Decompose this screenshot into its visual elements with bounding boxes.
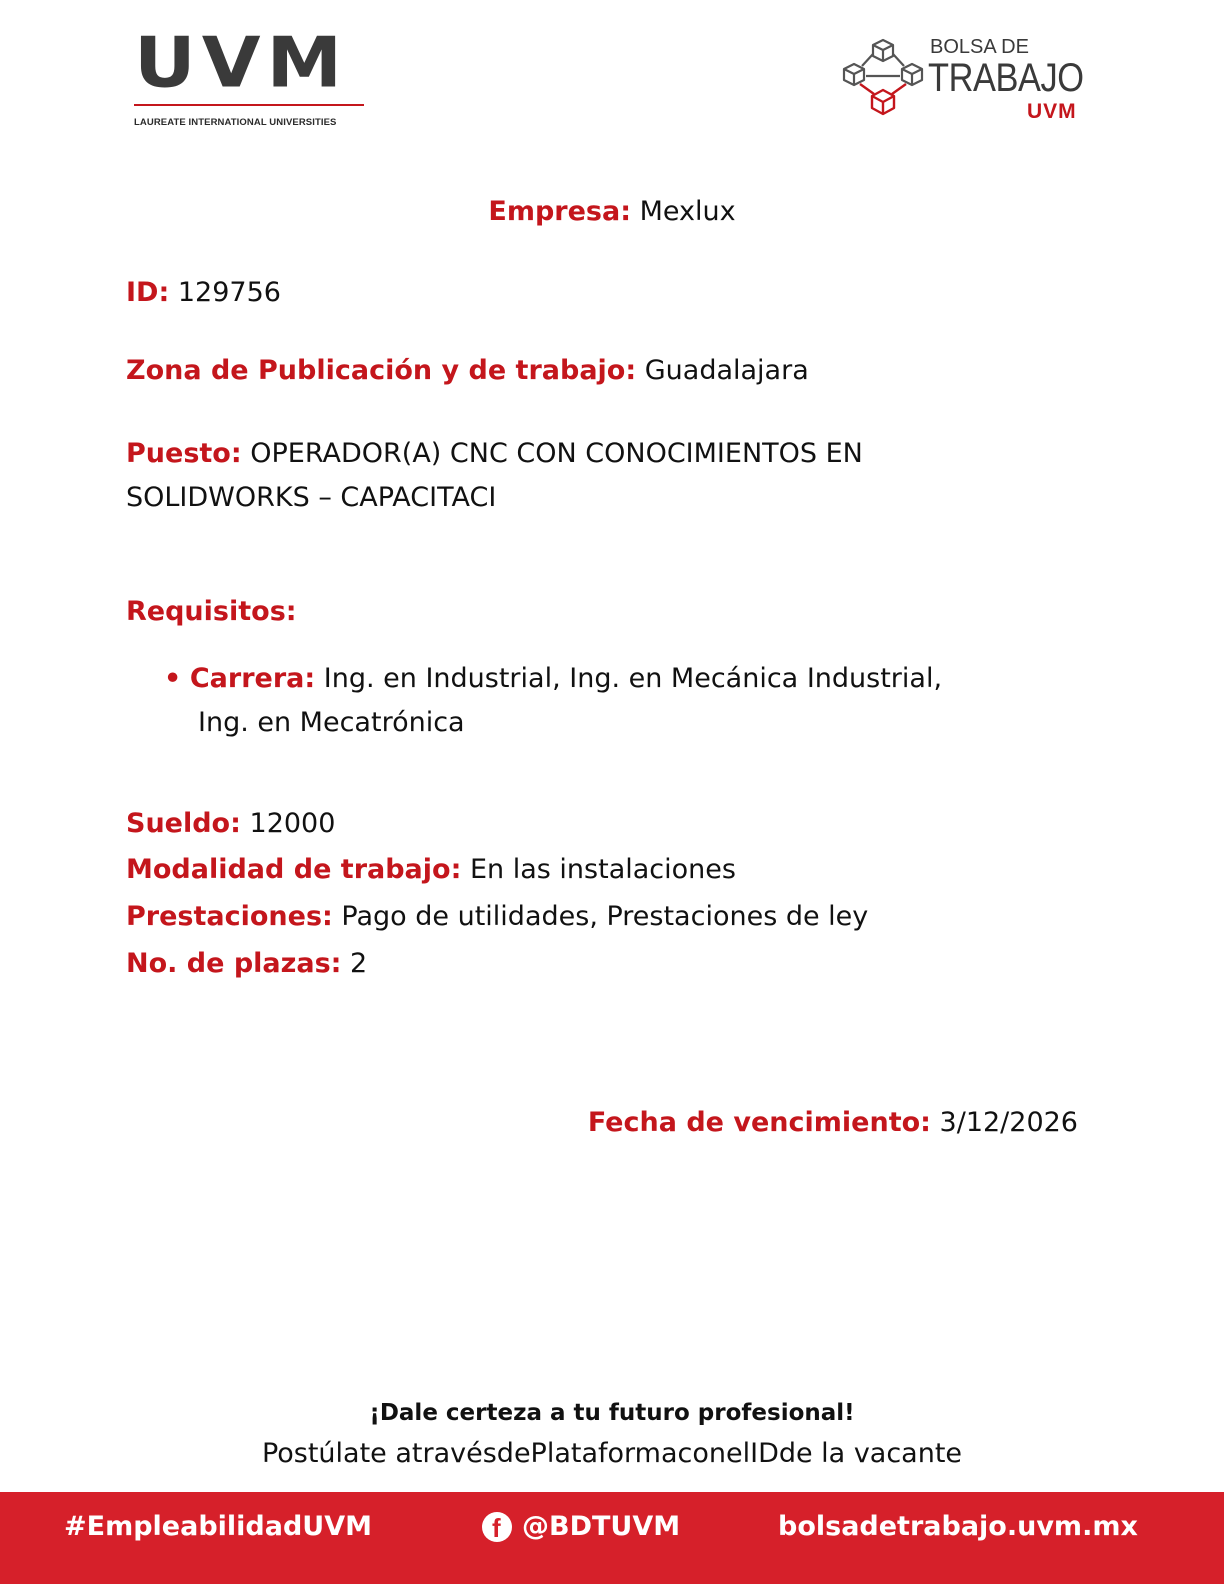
zona-label: Zona de Publicación y de trabajo: (126, 355, 637, 386)
id-label: ID: (126, 277, 170, 308)
facebook-icon: f (482, 1512, 512, 1542)
requisitos-heading: Requisitos: (126, 596, 297, 627)
uvm-logo-rule (134, 104, 364, 106)
empresa-row (0, 195, 1224, 229)
fecha-label: Fecha de vencimiento: (587, 1107, 931, 1138)
bolsa-logo-line3: UVM (1027, 100, 1077, 123)
bullet: • (164, 663, 182, 694)
cta-text: Postúlate atravésdePlataformaconelIDde la vacante (261, 1438, 963, 1469)
plazas-value: 2 (350, 948, 368, 979)
cta-title: ¡Dale certeza a tu futuro profesional! (369, 1400, 855, 1426)
prestaciones-label: Prestaciones: (126, 901, 333, 932)
id-value: 129756 (177, 277, 281, 308)
footer-hashtag[interactable]: #EmpleabilidadUVM (64, 1511, 372, 1542)
uvm-logo-subtitle: LAUREATE INTERNATIONAL UNIVERSITIES (134, 117, 337, 128)
zona-row (126, 354, 809, 388)
uvm-logo-wordmark: UVM (134, 21, 349, 104)
puesto-value-line2: SOLIDWORKS – CAPACITACI (126, 482, 497, 513)
carrera-value-line1: Ing. en Industrial, Ing. en Mecánica Industrial, (323, 663, 943, 694)
bolsa-logo-line1: BOLSA DE (930, 36, 1029, 58)
footer-social-handle: @BDTUVM (522, 1511, 681, 1542)
sueldo-value: 12000 (249, 808, 336, 839)
zona-value: Guadalajara (644, 355, 809, 386)
fecha-vencimiento-row (588, 1106, 1078, 1140)
empresa-value: Mexlux (639, 196, 736, 227)
uvm-logo (134, 21, 366, 130)
plazas-label: No. de plazas: (126, 948, 342, 979)
prestaciones-row (126, 900, 868, 934)
empresa-label: Empresa: (488, 196, 631, 227)
fecha-value: 3/12/2026 (939, 1107, 1078, 1138)
puesto-value-line1: OPERADOR(A) CNC CON CONOCIMIENTOS EN (250, 438, 863, 469)
bolsa-logo-line2: TRABAJO (928, 56, 1084, 100)
id-row (126, 276, 281, 310)
carrera-list-item (164, 657, 1064, 745)
puesto-row (126, 432, 1006, 520)
prestaciones-value: Pago de utilidades, Prestaciones de ley (341, 901, 869, 932)
carrera-value-line2: Ing. en Mecatrónica (198, 707, 465, 738)
plazas-row (126, 947, 367, 981)
footer-website-link[interactable]: bolsadetrabajo.uvm.mx (778, 1511, 1138, 1542)
modalidad-row (126, 853, 736, 887)
sueldo-label: Sueldo: (126, 808, 241, 839)
puesto-label: Puesto: (126, 438, 242, 469)
modalidad-value: En las instalaciones (469, 854, 736, 885)
cubes-network-icon (840, 36, 926, 120)
footer-social[interactable] (482, 1511, 680, 1542)
bolsa-de-trabajo-logo (840, 34, 1100, 123)
modalidad-label: Modalidad de trabajo: (126, 854, 462, 885)
carrera-label: Carrera: (189, 663, 316, 694)
sueldo-row (126, 807, 335, 841)
